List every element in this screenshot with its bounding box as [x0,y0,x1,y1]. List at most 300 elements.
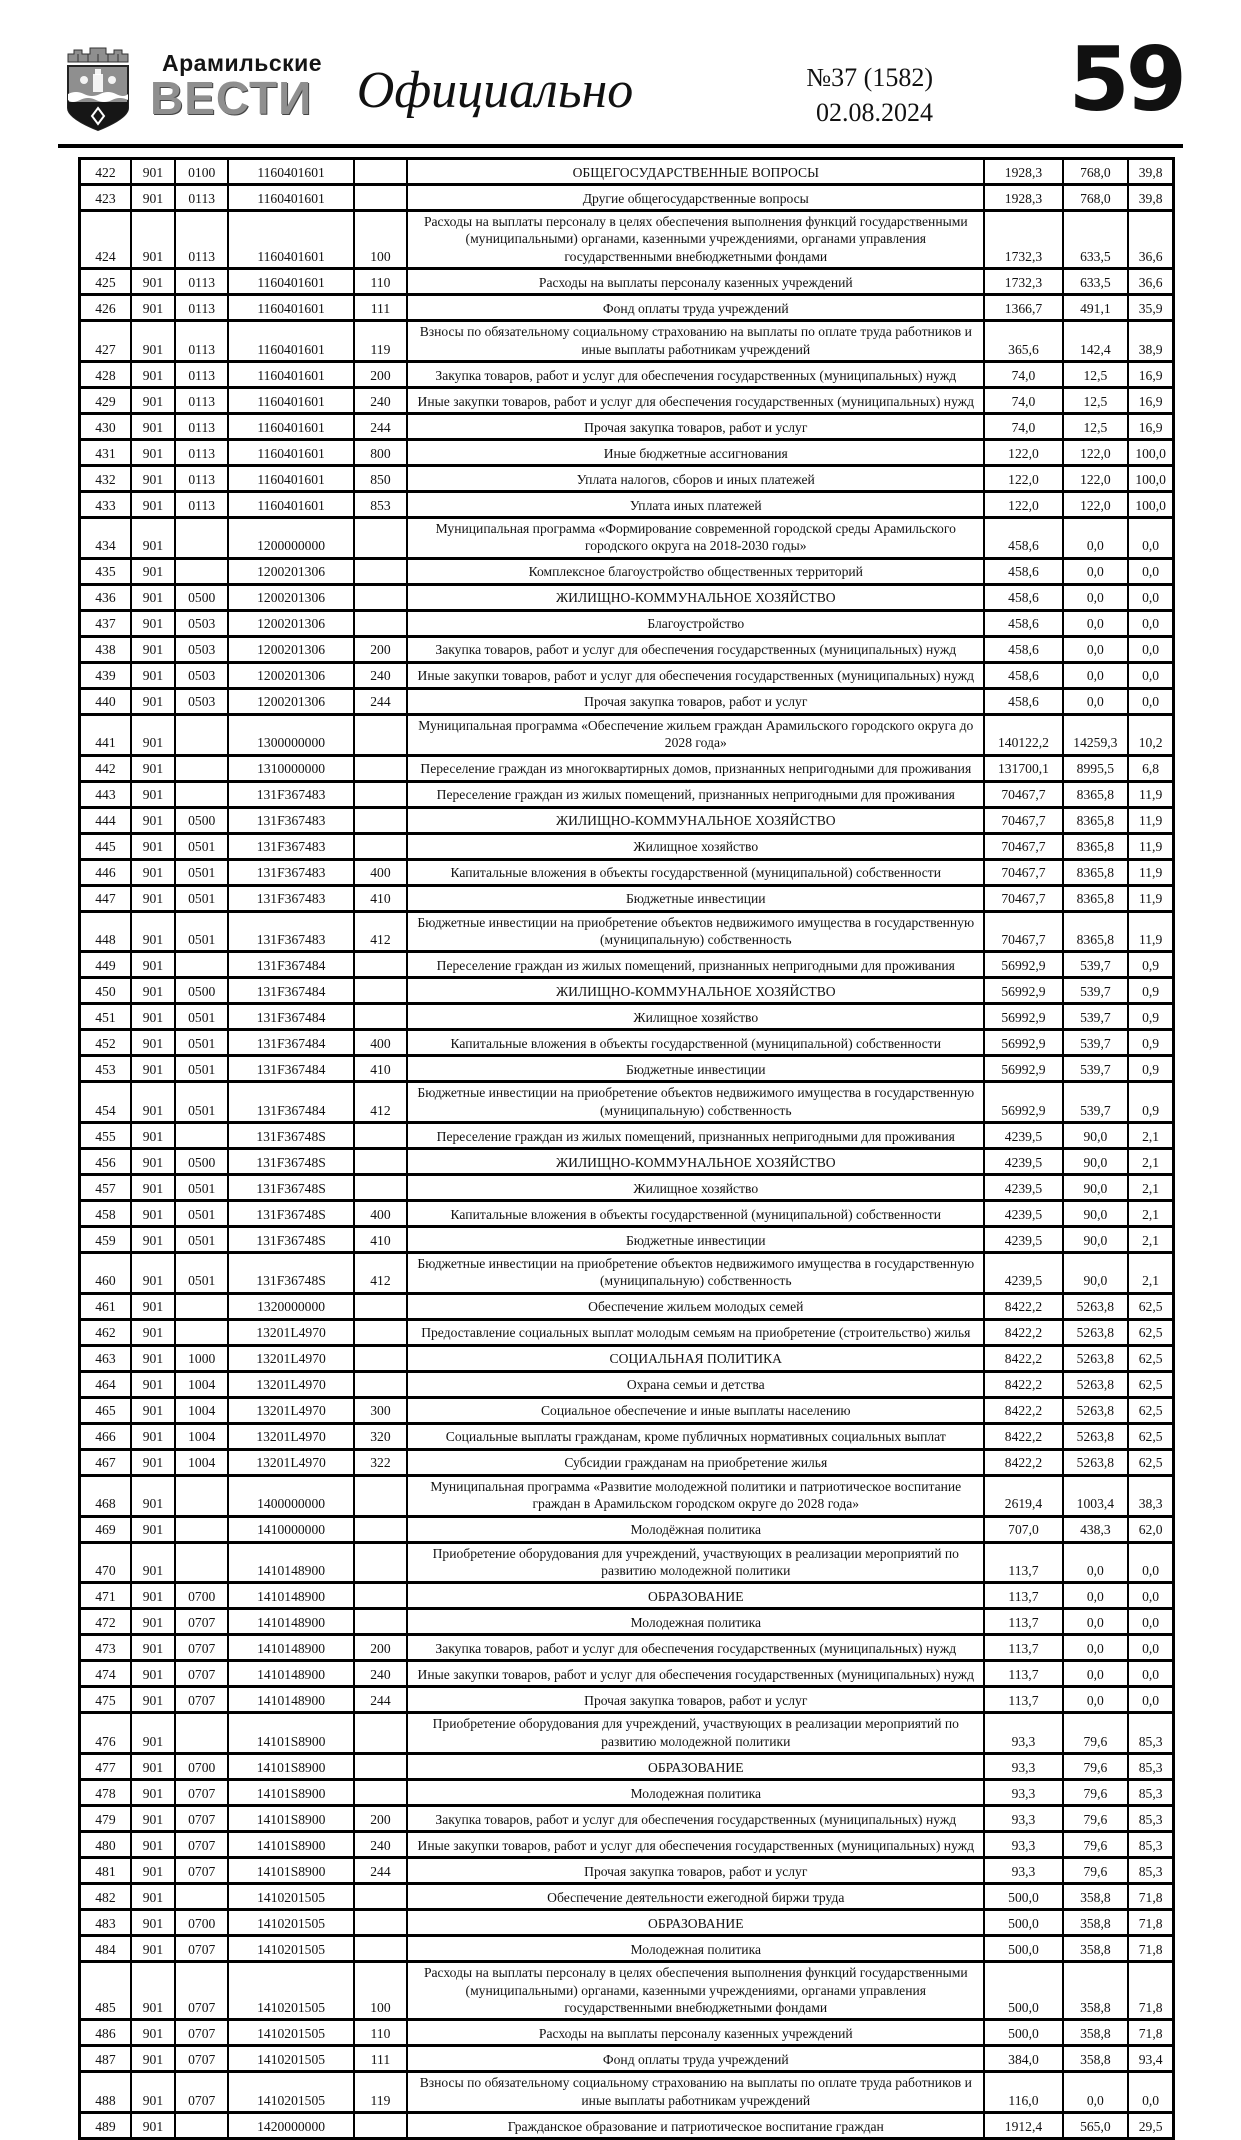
cell-percent: 0,0 [1128,662,1173,688]
cell-name: Бюджетные инвестиции [407,1227,984,1253]
cell-row-number: 439 [80,662,131,688]
cell-name: Молодежная политика [407,1936,984,1962]
cell-name: Благоустройство [407,610,984,636]
cell-section-code [175,952,228,978]
cell-target-article: 1160401601 [228,387,353,413]
cell-name: Закупка товаров, работ и услуг для обеспечения государственных (муниципальных) нужд [407,636,984,662]
cell-expense-type [354,1910,407,1936]
cell-expense-type: 100 [354,211,407,269]
table-row [80,1175,1174,1201]
cell-target-article: 1160401601 [228,159,353,185]
cell-name: Предоставление социальных выплат молодым семьям на приобретение (строительство) жилья [407,1319,984,1345]
cell-target-article: 1160401601 [228,295,353,321]
cell-name: Переселение граждан из многоквартирных домов, признанных непригодными для проживания [407,755,984,781]
cell-row-number: 445 [80,833,131,859]
table-row [80,1858,1174,1884]
cell-plan-amount: 93,3 [984,1806,1062,1832]
cell-expense-type: 200 [354,361,407,387]
cell-section-code: 0707 [175,2020,228,2046]
cell-plan-amount: 4239,5 [984,1123,1062,1149]
cell-grbs-code: 901 [131,465,175,491]
cell-actual-amount: 358,8 [1063,1910,1129,1936]
cell-row-number: 458 [80,1201,131,1227]
cell-expense-type [354,2113,407,2139]
cell-name: Переселение граждан из жилых помещений, признанных непригодными для проживания [407,952,984,978]
cell-plan-amount: 458,6 [984,517,1062,558]
cell-target-article: 131F367484 [228,1082,353,1123]
cell-actual-amount: 8365,8 [1063,807,1129,833]
cell-target-article: 14101S8900 [228,1754,353,1780]
cell-row-number: 469 [80,1516,131,1542]
cell-percent: 71,8 [1128,1936,1173,1962]
cell-plan-amount: 113,7 [984,1542,1062,1583]
cell-expense-type [354,558,407,584]
cell-actual-amount: 90,0 [1063,1253,1129,1294]
cell-grbs-code: 901 [131,558,175,584]
cell-row-number: 476 [80,1713,131,1754]
cell-grbs-code: 901 [131,1687,175,1713]
table-row [80,1516,1174,1542]
cell-target-article: 14101S8900 [228,1832,353,1858]
cell-percent: 16,9 [1128,413,1173,439]
cell-expense-type [354,517,407,558]
cell-name: Жилищное хозяйство [407,1175,984,1201]
table-row [80,558,1174,584]
cell-percent: 0,9 [1128,978,1173,1004]
cell-target-article: 131F36748S [228,1149,353,1175]
table-row [80,1123,1174,1149]
cell-plan-amount: 70467,7 [984,807,1062,833]
cell-grbs-code: 901 [131,413,175,439]
page-number: 59 [1068,28,1183,131]
cell-section-code: 0501 [175,1030,228,1056]
cell-percent: 85,3 [1128,1832,1173,1858]
cell-plan-amount: 8422,2 [984,1293,1062,1319]
cell-percent: 2,1 [1128,1123,1173,1149]
cell-row-number: 444 [80,807,131,833]
cell-percent: 2,1 [1128,1201,1173,1227]
cell-percent: 62,5 [1128,1293,1173,1319]
issue-block [806,60,933,130]
cell-section-code: 0503 [175,688,228,714]
cell-grbs-code: 901 [131,1542,175,1583]
cell-section-code [175,1293,228,1319]
cell-actual-amount: 358,8 [1063,1962,1129,2020]
table-row [80,1397,1174,1423]
cell-actual-amount: 90,0 [1063,1227,1129,1253]
table-row [80,1030,1174,1056]
cell-plan-amount: 113,7 [984,1687,1062,1713]
table-row [80,321,1174,362]
cell-row-number: 426 [80,295,131,321]
cell-target-article: 1160401601 [228,439,353,465]
cell-percent: 85,3 [1128,1713,1173,1754]
cell-percent: 10,2 [1128,714,1173,755]
cell-actual-amount: 79,6 [1063,1780,1129,1806]
cell-section-code: 0113 [175,439,228,465]
table-row [80,1253,1174,1294]
cell-section-code [175,1542,228,1583]
cell-percent: 0,0 [1128,610,1173,636]
cell-plan-amount: 140122,2 [984,714,1062,755]
cell-section-code: 0113 [175,211,228,269]
cell-name: Закупка товаров, работ и услуг для обеспечения государственных (муниципальных) нужд [407,1635,984,1661]
cell-row-number: 456 [80,1149,131,1175]
table-row [80,1910,1174,1936]
cell-plan-amount: 8422,2 [984,1319,1062,1345]
cell-grbs-code: 901 [131,1936,175,1962]
cell-plan-amount: 4239,5 [984,1201,1062,1227]
cell-row-number: 429 [80,387,131,413]
cell-row-number: 464 [80,1371,131,1397]
cell-grbs-code: 901 [131,610,175,636]
cell-grbs-code: 901 [131,1858,175,1884]
cell-grbs-code: 901 [131,636,175,662]
cell-target-article: 14101S8900 [228,1780,353,1806]
cell-expense-type [354,714,407,755]
cell-grbs-code: 901 [131,211,175,269]
table-row [80,1583,1174,1609]
cell-target-article: 1410201505 [228,1884,353,1910]
cell-grbs-code: 901 [131,185,175,211]
cell-expense-type: 200 [354,636,407,662]
cell-percent: 62,5 [1128,1423,1173,1449]
cell-name: Расходы на выплаты персоналу в целях обеспечения выполнения функций государственными (муниципальными) органами, казенными учреждениями, органами управления государственными внебюджетными фондами [407,1962,984,2020]
cell-grbs-code: 901 [131,1082,175,1123]
cell-expense-type [354,1149,407,1175]
cell-grbs-code: 901 [131,2072,175,2113]
cell-name: Уплата иных платежей [407,491,984,517]
cell-grbs-code: 901 [131,517,175,558]
brand-bottom-text: ВЕСТИ [150,72,313,124]
cell-name: Иные закупки товаров, работ и услуг для обеспечения государственных (муниципальных) нужд [407,1832,984,1858]
cell-section-code: 0503 [175,610,228,636]
cell-grbs-code: 901 [131,885,175,911]
cell-expense-type: 244 [354,1858,407,1884]
cell-percent: 71,8 [1128,1884,1173,1910]
cell-target-article: 1200000000 [228,517,353,558]
cell-section-code: 0707 [175,2072,228,2113]
cell-section-code: 0501 [175,859,228,885]
cell-plan-amount: 1732,3 [984,211,1062,269]
cell-expense-type [354,1542,407,1583]
cell-grbs-code: 901 [131,952,175,978]
cell-grbs-code: 901 [131,1910,175,1936]
cell-plan-amount: 500,0 [984,2020,1062,2046]
cell-section-code: 0501 [175,1201,228,1227]
cell-expense-type: 412 [354,911,407,952]
cell-name: Обеспечение жильем молодых семей [407,1293,984,1319]
cell-grbs-code: 901 [131,1345,175,1371]
cell-expense-type [354,1123,407,1149]
table-row [80,1082,1174,1123]
cell-percent: 100,0 [1128,491,1173,517]
cell-grbs-code: 901 [131,833,175,859]
cell-name: ЖИЛИЩНО-КОММУНАЛЬНОЕ ХОЗЯЙСТВО [407,978,984,1004]
cell-grbs-code: 901 [131,1371,175,1397]
cell-percent: 71,8 [1128,2020,1173,2046]
cell-actual-amount: 358,8 [1063,1936,1129,1962]
table-row [80,1754,1174,1780]
cell-percent: 0,0 [1128,558,1173,584]
cell-grbs-code: 901 [131,662,175,688]
cell-expense-type: 244 [354,413,407,439]
cell-name: Муниципальная программа «Формирование современной городской среды Арамильского городского округа на 2018-2030 годы» [407,517,984,558]
cell-actual-amount: 0,0 [1063,1583,1129,1609]
cell-actual-amount: 8365,8 [1063,859,1129,885]
cell-grbs-code: 901 [131,321,175,362]
cell-expense-type: 850 [354,465,407,491]
table-row [80,1542,1174,1583]
cell-name: Переселение граждан из жилых помещений, признанных непригодными для проживания [407,781,984,807]
cell-row-number: 480 [80,1832,131,1858]
cell-name: Капитальные вложения в объекты государственной (муниципальной) собственности [407,1030,984,1056]
cell-percent: 62,0 [1128,1516,1173,1542]
cell-expense-type [354,1754,407,1780]
cell-plan-amount: 458,6 [984,662,1062,688]
cell-row-number: 467 [80,1449,131,1475]
cell-percent: 16,9 [1128,387,1173,413]
cell-actual-amount: 8365,8 [1063,781,1129,807]
cell-target-article: 131F367484 [228,978,353,1004]
cell-percent: 85,3 [1128,1806,1173,1832]
cell-plan-amount: 70467,7 [984,833,1062,859]
cell-target-article: 1410148900 [228,1661,353,1687]
cell-grbs-code: 901 [131,387,175,413]
cell-plan-amount: 8422,2 [984,1397,1062,1423]
cell-target-article: 1160401601 [228,413,353,439]
cell-grbs-code: 901 [131,1423,175,1449]
cell-plan-amount: 707,0 [984,1516,1062,1542]
cell-name: Уплата налогов, сборов и иных платежей [407,465,984,491]
cell-percent: 2,1 [1128,1149,1173,1175]
table-row [80,859,1174,885]
cell-grbs-code: 901 [131,1449,175,1475]
cell-section-code: 0503 [175,662,228,688]
cell-name: ОБЩЕГОСУДАРСТВЕННЫЕ ВОПРОСЫ [407,159,984,185]
cell-expense-type [354,1475,407,1516]
cell-target-article: 1200201306 [228,636,353,662]
cell-expense-type [354,185,407,211]
cell-plan-amount: 122,0 [984,491,1062,517]
cell-section-code: 1004 [175,1397,228,1423]
table-row [80,1884,1174,1910]
cell-section-code: 0501 [175,833,228,859]
cell-plan-amount: 4239,5 [984,1175,1062,1201]
cell-actual-amount: 5263,8 [1063,1371,1129,1397]
cell-grbs-code: 901 [131,1962,175,2020]
cell-name: Молодежная политика [407,1780,984,1806]
cell-plan-amount: 458,6 [984,584,1062,610]
cell-target-article: 13201L4970 [228,1319,353,1345]
cell-grbs-code: 901 [131,978,175,1004]
cell-row-number: 434 [80,517,131,558]
cell-grbs-code: 901 [131,755,175,781]
cell-percent: 0,0 [1128,1687,1173,1713]
cell-section-code: 0113 [175,413,228,439]
cell-expense-type: 322 [354,1449,407,1475]
cell-section-code: 0500 [175,978,228,1004]
cell-row-number: 457 [80,1175,131,1201]
cell-plan-amount: 56992,9 [984,1082,1062,1123]
cell-row-number: 466 [80,1423,131,1449]
cell-grbs-code: 901 [131,584,175,610]
cell-name: Молодёжная политика [407,1516,984,1542]
cell-expense-type [354,1319,407,1345]
budget-table-body [80,159,1174,2139]
cell-section-code [175,2113,228,2139]
cell-percent: 11,9 [1128,911,1173,952]
cell-percent: 0,9 [1128,1082,1173,1123]
section-title: Официально [356,62,634,119]
cell-plan-amount: 1366,7 [984,295,1062,321]
cell-grbs-code: 901 [131,1030,175,1056]
cell-section-code: 0707 [175,1661,228,1687]
cell-section-code: 0707 [175,1687,228,1713]
cell-target-article: 1410148900 [228,1635,353,1661]
cell-percent: 11,9 [1128,781,1173,807]
table-row [80,688,1174,714]
cell-plan-amount: 458,6 [984,688,1062,714]
cell-percent: 11,9 [1128,833,1173,859]
cell-actual-amount: 8365,8 [1063,911,1129,952]
table-row [80,2072,1174,2113]
cell-grbs-code: 901 [131,1832,175,1858]
cell-section-code: 0707 [175,1609,228,1635]
cell-grbs-code: 901 [131,2046,175,2072]
cell-expense-type: 400 [354,859,407,885]
cell-grbs-code: 901 [131,1780,175,1806]
cell-percent: 0,0 [1128,517,1173,558]
table-row [80,1806,1174,1832]
cell-plan-amount: 1732,3 [984,269,1062,295]
cell-expense-type: 200 [354,1635,407,1661]
issue-number: №37 (1582) [806,63,933,92]
cell-section-code [175,1713,228,1754]
cell-section-code [175,1475,228,1516]
table-row [80,1780,1174,1806]
cell-grbs-code: 901 [131,807,175,833]
cell-section-code: 0700 [175,1754,228,1780]
cell-percent: 0,9 [1128,1056,1173,1082]
cell-grbs-code: 901 [131,361,175,387]
cell-row-number: 460 [80,1253,131,1294]
cell-actual-amount: 0,0 [1063,558,1129,584]
cell-section-code [175,1516,228,1542]
cell-row-number: 468 [80,1475,131,1516]
cell-target-article: 1160401601 [228,211,353,269]
cell-percent: 93,4 [1128,2046,1173,2072]
cell-target-article: 1160401601 [228,361,353,387]
cell-plan-amount: 113,7 [984,1609,1062,1635]
cell-expense-type [354,978,407,1004]
cell-name: Иные бюджетные ассигнования [407,439,984,465]
cell-section-code: 1000 [175,1345,228,1371]
table-row [80,636,1174,662]
cell-name: Переселение граждан из жилых помещений, признанных непригодными для проживания [407,1123,984,1149]
cell-plan-amount: 56992,9 [984,1030,1062,1056]
cell-expense-type: 110 [354,2020,407,2046]
cell-actual-amount: 358,8 [1063,2020,1129,2046]
cell-name: Расходы на выплаты персоналу в целях обеспечения выполнения функций государственными (муниципальными) органами, казенными учреждениями, органами управления государственными внебюджетными фондами [407,211,984,269]
cell-actual-amount: 633,5 [1063,269,1129,295]
cell-grbs-code: 901 [131,1175,175,1201]
cell-expense-type: 320 [354,1423,407,1449]
cell-grbs-code: 901 [131,1754,175,1780]
table-row [80,1293,1174,1319]
cell-name: Бюджетные инвестиции [407,1056,984,1082]
cell-row-number: 477 [80,1754,131,1780]
cell-plan-amount: 122,0 [984,439,1062,465]
cell-name: Комплексное благоустройство общественных территорий [407,558,984,584]
cell-plan-amount: 93,3 [984,1858,1062,1884]
cell-percent: 39,8 [1128,159,1173,185]
cell-expense-type: 244 [354,688,407,714]
cell-target-article: 14101S8900 [228,1806,353,1832]
brand-words [150,46,323,124]
cell-plan-amount: 500,0 [984,1936,1062,1962]
cell-grbs-code: 901 [131,2020,175,2046]
cell-target-article: 1410201505 [228,2020,353,2046]
cell-grbs-code: 901 [131,1056,175,1082]
cell-grbs-code: 901 [131,1884,175,1910]
cell-row-number: 463 [80,1345,131,1371]
cell-actual-amount: 8365,8 [1063,885,1129,911]
cell-expense-type [354,1884,407,1910]
cell-expense-type: 119 [354,2072,407,2113]
table-row [80,978,1174,1004]
cell-percent: 29,5 [1128,2113,1173,2139]
table-row [80,714,1174,755]
table-row [80,1713,1174,1754]
table-row [80,781,1174,807]
cell-target-article: 1400000000 [228,1475,353,1516]
cell-actual-amount: 5263,8 [1063,1319,1129,1345]
table-row [80,885,1174,911]
cell-row-number: 452 [80,1030,131,1056]
cell-expense-type: 410 [354,885,407,911]
cell-row-number: 435 [80,558,131,584]
table-row [80,1609,1174,1635]
cell-target-article: 1410201505 [228,2072,353,2113]
cell-target-article: 14101S8900 [228,1858,353,1884]
cell-actual-amount: 539,7 [1063,978,1129,1004]
cell-target-article: 1410201505 [228,1962,353,2020]
cell-name: Социальные выплаты гражданам, кроме публичных нормативных социальных выплат [407,1423,984,1449]
cell-percent: 2,1 [1128,1175,1173,1201]
cell-grbs-code: 901 [131,1713,175,1754]
cell-expense-type [354,781,407,807]
cell-plan-amount: 500,0 [984,1962,1062,2020]
cell-name: Бюджетные инвестиции на приобретение объектов недвижимого имущества в государственную (муниципальную) собственность [407,1082,984,1123]
table-row [80,439,1174,465]
cell-name: ОБРАЗОВАНИЕ [407,1754,984,1780]
cell-expense-type [354,159,407,185]
cell-plan-amount: 1928,3 [984,185,1062,211]
cell-plan-amount: 56992,9 [984,1056,1062,1082]
cell-percent: 71,8 [1128,1962,1173,2020]
issue-date: 02.08.2024 [816,98,933,128]
cell-row-number: 479 [80,1806,131,1832]
table-row [80,584,1174,610]
cell-actual-amount: 438,3 [1063,1516,1129,1542]
cell-percent: 0,0 [1128,1635,1173,1661]
cell-expense-type [354,1516,407,1542]
cell-actual-amount: 5263,8 [1063,1449,1129,1475]
table-row [80,1201,1174,1227]
table-row [80,911,1174,952]
cell-plan-amount: 74,0 [984,361,1062,387]
